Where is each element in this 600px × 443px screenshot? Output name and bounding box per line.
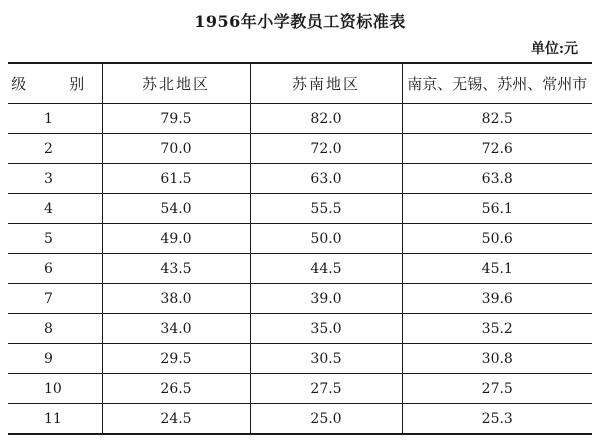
cell-sunan: 55.5 bbox=[250, 194, 402, 224]
header-grade: 级 别 bbox=[8, 63, 102, 104]
cell-subei: 29.5 bbox=[102, 344, 250, 374]
table-row bbox=[8, 314, 592, 344]
cell-grade: 2 bbox=[8, 134, 102, 164]
cell-grade: 6 bbox=[8, 254, 102, 284]
cell-subei: 26.5 bbox=[102, 374, 250, 404]
cell-grade: 5 bbox=[8, 224, 102, 254]
cell-sunan: 25.0 bbox=[250, 404, 402, 435]
page-title: 1956年小学教员工资标准表 bbox=[194, 12, 406, 31]
cell-cities: 82.5 bbox=[402, 104, 592, 134]
cell-cities: 25.3 bbox=[402, 404, 592, 435]
cell-subei: 79.5 bbox=[102, 104, 250, 134]
cell-grade: 7 bbox=[8, 284, 102, 314]
cell-sunan: 50.0 bbox=[250, 224, 402, 254]
table-row bbox=[8, 134, 592, 164]
cell-cities: 45.1 bbox=[402, 254, 592, 284]
cell-sunan: 35.0 bbox=[250, 314, 402, 344]
unit-note: 单位:元 bbox=[530, 41, 578, 57]
cell-grade: 10 bbox=[8, 374, 102, 404]
table-row bbox=[8, 254, 592, 284]
table-row bbox=[8, 104, 592, 134]
header-subei: 苏北地区 bbox=[102, 63, 250, 104]
table-body bbox=[8, 104, 592, 435]
cell-sunan: 44.5 bbox=[250, 254, 402, 284]
table-row bbox=[8, 344, 592, 374]
cell-sunan: 27.5 bbox=[250, 374, 402, 404]
cell-cities: 56.1 bbox=[402, 194, 592, 224]
cell-subei: 54.0 bbox=[102, 194, 250, 224]
table-row bbox=[8, 164, 592, 194]
table-row bbox=[8, 194, 592, 224]
cell-sunan: 82.0 bbox=[250, 104, 402, 134]
cell-cities: 39.6 bbox=[402, 284, 592, 314]
wage-table bbox=[8, 62, 592, 435]
cell-subei: 34.0 bbox=[102, 314, 250, 344]
cell-subei: 24.5 bbox=[102, 404, 250, 435]
cell-subei: 38.0 bbox=[102, 284, 250, 314]
cell-cities: 27.5 bbox=[402, 374, 592, 404]
cell-cities: 30.8 bbox=[402, 344, 592, 374]
cell-cities: 72.6 bbox=[402, 134, 592, 164]
cell-cities: 50.6 bbox=[402, 224, 592, 254]
cell-grade: 1 bbox=[8, 104, 102, 134]
cell-grade: 9 bbox=[8, 344, 102, 374]
header-cities: 南京、无锡、苏州、常州市 bbox=[402, 63, 592, 104]
table-row bbox=[8, 224, 592, 254]
cell-subei: 43.5 bbox=[102, 254, 250, 284]
table-header-row bbox=[8, 63, 592, 104]
header-sunan: 苏南地区 bbox=[250, 63, 402, 104]
cell-cities: 63.8 bbox=[402, 164, 592, 194]
cell-cities: 35.2 bbox=[402, 314, 592, 344]
cell-sunan: 39.0 bbox=[250, 284, 402, 314]
cell-grade: 11 bbox=[8, 404, 102, 435]
cell-subei: 61.5 bbox=[102, 164, 250, 194]
cell-grade: 3 bbox=[8, 164, 102, 194]
cell-sunan: 72.0 bbox=[250, 134, 402, 164]
table-row bbox=[8, 284, 592, 314]
cell-subei: 70.0 bbox=[102, 134, 250, 164]
cell-sunan: 63.0 bbox=[250, 164, 402, 194]
table-row bbox=[8, 374, 592, 404]
table-row bbox=[8, 404, 592, 435]
cell-sunan: 30.5 bbox=[250, 344, 402, 374]
cell-grade: 8 bbox=[8, 314, 102, 344]
cell-grade: 4 bbox=[8, 194, 102, 224]
cell-subei: 49.0 bbox=[102, 224, 250, 254]
